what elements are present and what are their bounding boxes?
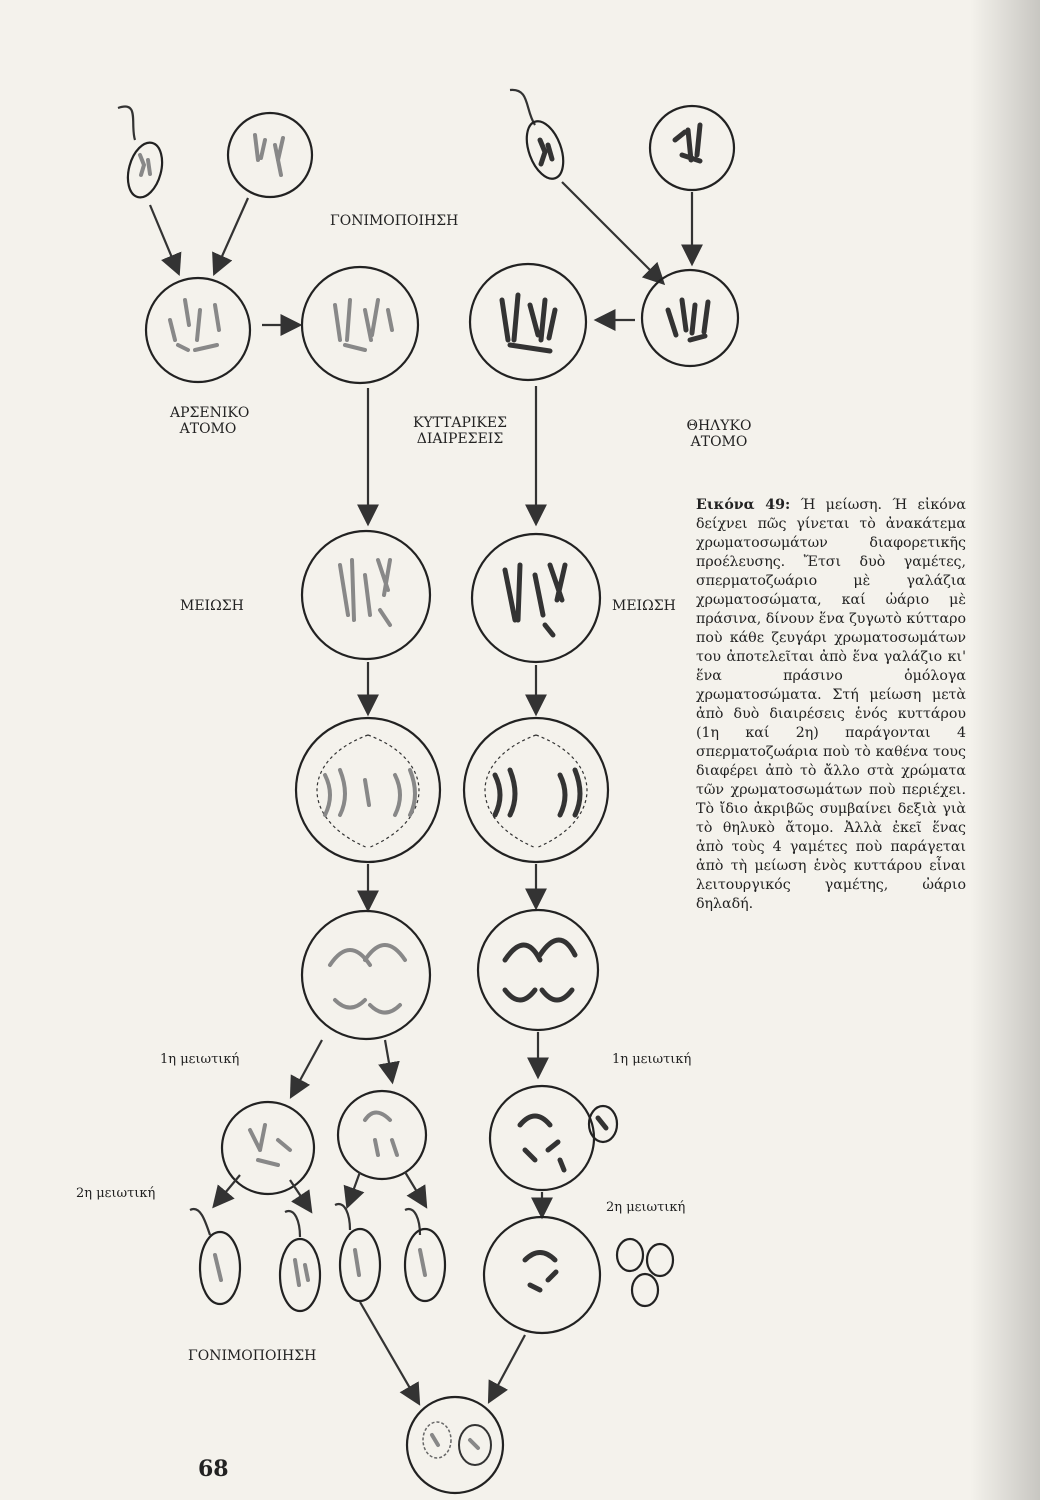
label-meiosis-right: ΜΕΙΩΣΗ xyxy=(612,598,676,614)
sperm-cell-top-right xyxy=(510,90,570,184)
sperm-3 xyxy=(335,1204,380,1301)
arrow xyxy=(562,182,662,282)
female-zygote-cell xyxy=(642,270,738,366)
label-fertilization-top: ΓΟΝΙΜΟΠΟΙΗΣΗ xyxy=(330,213,459,229)
label-female-individual: ΘΗΛΥΚΟ ΑΤΟΜΟ xyxy=(686,418,752,450)
polar-bodies xyxy=(617,1239,673,1306)
meiosis-cell-left xyxy=(302,531,430,659)
secondary-cell-left-b xyxy=(338,1091,426,1179)
label-second-meiotic-left: 2η μειωτική xyxy=(76,1186,156,1201)
male-zygote-cell xyxy=(146,278,250,382)
label-first-meiotic-left: 1η μειωτική xyxy=(160,1052,240,1067)
page-number: 68 xyxy=(198,1456,229,1482)
arrow xyxy=(348,1172,360,1205)
arrow xyxy=(215,198,248,272)
arrow xyxy=(360,1302,418,1402)
label-second-meiotic-right: 2η μειωτική xyxy=(606,1200,686,1215)
caption-lead: Εικόνα 49: xyxy=(696,497,791,513)
arrow xyxy=(290,1180,310,1210)
figure-caption xyxy=(696,496,966,914)
anaphase-cell-right xyxy=(478,910,598,1030)
sperm-cell-top-left xyxy=(118,106,168,201)
final-zygote xyxy=(407,1397,503,1493)
label-first-meiotic-right: 1η μειωτική xyxy=(612,1052,692,1067)
metaphase-cell-right xyxy=(464,718,608,862)
male-nucleus-top xyxy=(228,113,312,197)
label-meiosis-left: ΜΕΙΩΣΗ xyxy=(180,598,244,614)
dividing-cell-left xyxy=(302,267,418,383)
arrow xyxy=(385,1040,392,1080)
egg-cell xyxy=(484,1217,600,1333)
metaphase-cell-left xyxy=(296,718,440,862)
label-male-individual: ΑΡΣΕΝΙΚΟ ΑΤΟΜΟ xyxy=(170,405,250,437)
sperm-2 xyxy=(280,1211,320,1311)
anaphase-cell-left xyxy=(302,911,430,1039)
arrow xyxy=(292,1040,322,1095)
female-nucleus-top xyxy=(650,106,734,190)
arrow xyxy=(490,1335,525,1400)
label-fertilization-bottom: ΓΟΝΙΜΟΠΟΙΗΣΗ xyxy=(188,1348,317,1364)
arrow xyxy=(150,205,178,272)
dividing-cell-right xyxy=(470,264,586,380)
secondary-cell-right xyxy=(490,1086,594,1190)
sperm-4 xyxy=(405,1209,445,1301)
label-cell-divisions: ΚΥΤΤΑΡΙΚΕΣ ΔΙΑΙΡΕΣΕΙΣ xyxy=(412,415,507,447)
arrow xyxy=(215,1175,240,1205)
meiosis-cell-right xyxy=(472,534,600,662)
arrow xyxy=(405,1172,425,1205)
caption-text: Ή μείωση. Ή εἰκόνα δείχνει πῶς γίνεται τὸ ἀνακάτεμα χρωματοσωμάτων διαφορετικῆς προέλευσης. Ἔτσι δυὸ γαμέτες, σπερματοζωάριο μὲ γαλάζια χρωματοσώματα, καί ὠάριο μὲ πράσινα, δίνουν ἕνα ζυγωτὸ κύτταρο ποὺ κάθε ζευγάρι χρωματοσωμάτων του ἀποτελεῖται ἀπὸ ἕνα γαλάζιο κι' ἕνα πράσινο ὁμόλογα χρωματοσώματα. Στή μείωση μετὰ ἀπὸ δυὸ διαιρέσεις ἑνός κυττάρου (1η καί 2η) παράγονται 4 σπερματοζωάρια ποὺ τὸ καθένα τους διαφέρει ἀπὸ τὸ ἄλλο στὰ χρώματα τῶν χρωματοσωμάτων ποὺ περιέχει. Τὸ ἴδιο ἀκριβῶς συμβαίνει δεξιὰ γιὰ τὸ θηλυκὸ ἄτομο. Ἀλλὰ ἐκεῖ ἕνας ἀπὸ τοὺς 4 γαμέτες ποὺ παράγεται ἀπὸ τὴ μείωση ἑνὸς κυττάρου εἶναι λειτουργικός γαμέτης, ὠάριο δηλαδή. xyxy=(696,497,966,912)
sperm-1 xyxy=(190,1209,240,1304)
